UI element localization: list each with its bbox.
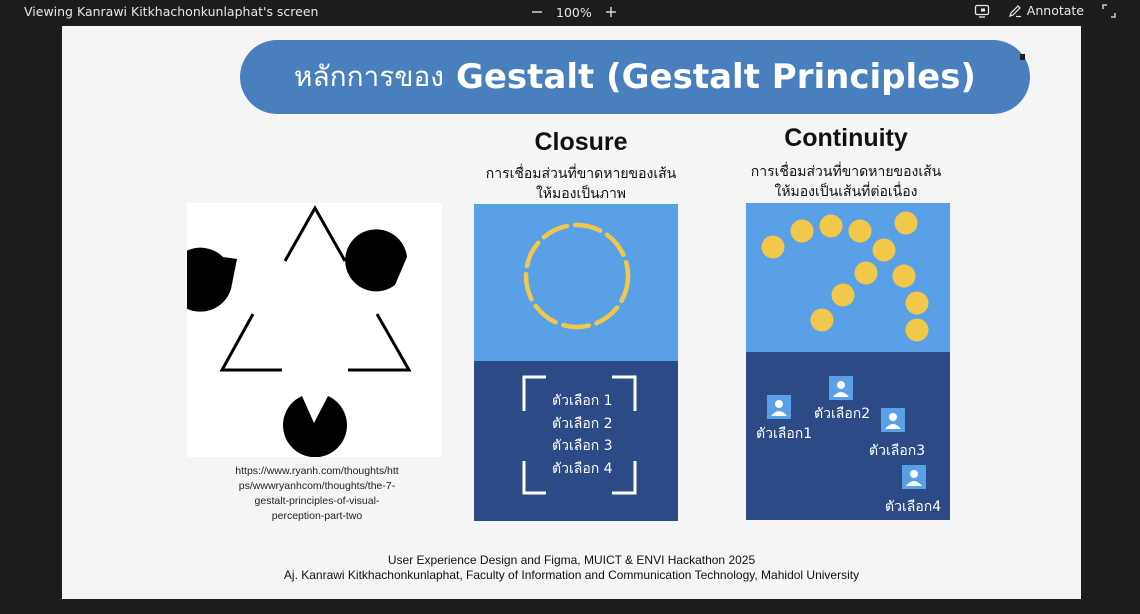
- annotate-label: Annotate: [1026, 3, 1084, 18]
- triangle-edge-right: [348, 314, 409, 370]
- pacman-left: [187, 248, 237, 312]
- closure-option: ตัวเลือก 3: [552, 438, 613, 454]
- zoom-level: 100%: [556, 4, 592, 20]
- continuity-panel: [746, 203, 950, 520]
- continuity-option-1: ตัวเลือก1: [756, 426, 813, 442]
- continuity-option-3: ตัวเลือก3: [869, 443, 926, 459]
- viewer-right-tools: [956, 3, 1116, 18]
- person-icon: [881, 408, 905, 432]
- slide-title-thai: หลักการของ: [294, 60, 444, 93]
- viewer-toolbar: [0, 0, 1140, 24]
- closure-panel: [474, 204, 678, 521]
- person-icon: [902, 465, 926, 489]
- triangle-edge-top: [285, 208, 345, 261]
- closure-panel-top: [474, 204, 678, 361]
- screen-icon: [974, 4, 990, 18]
- minus-icon: [531, 6, 543, 18]
- kanizsa-illusion-image: [187, 203, 442, 457]
- dot-curve-illustration: [746, 203, 950, 352]
- viewer-title: Viewing Kanrawi Kitkhachonkunlaphat's screen: [24, 4, 319, 19]
- subtitle-line: การเชื่อมส่วนที่ขาดหายของเส้น: [750, 164, 942, 180]
- person-icon: [767, 395, 791, 419]
- continuity-option-2: ตัวเลือก2: [814, 406, 871, 422]
- continuity-option-4: ตัวเลือก4: [885, 499, 942, 515]
- title-marker: [1020, 54, 1025, 60]
- triangle-edge-left: [222, 314, 282, 370]
- pacman-right: [345, 229, 407, 291]
- closure-title: Closure: [534, 128, 628, 156]
- continuity-subtitle: [732, 162, 960, 202]
- expand-icon: [1102, 4, 1116, 18]
- kanizsa-triangle-illustration: [187, 203, 442, 457]
- closure-subtitle: [464, 164, 698, 204]
- closure-option-list: [552, 390, 613, 480]
- subtitle-line: ให้มองเป็นเส้นที่ต่อเนื่อง: [774, 184, 918, 200]
- zoom-out-button[interactable]: [526, 2, 548, 22]
- slide-title-banner: [240, 40, 1030, 114]
- plus-icon: [605, 6, 617, 18]
- fullscreen-button[interactable]: [1102, 4, 1116, 18]
- continuity-panel-top: [746, 203, 950, 352]
- subtitle-line: การเชื่อมส่วนที่ขาดหายของเส้น: [485, 166, 677, 182]
- closure-option: ตัวเลือก 4: [552, 460, 613, 477]
- zoom-in-button[interactable]: [600, 2, 622, 22]
- caption-line: https://www.ryanh.com/thoughts/htt: [235, 465, 399, 477]
- zoom-controls: [526, 2, 622, 22]
- continuity-title: Continuity: [784, 124, 908, 152]
- footer-author-line: Aj. Kanrawi Kitkhachonkunlaphat, Faculty of Information and Communication Technology, Mahidol University: [283, 568, 860, 582]
- closure-option: ตัวเลือก 1: [552, 393, 613, 409]
- continuity-panel-bottom: [746, 352, 950, 520]
- annotate-button[interactable]: [1008, 3, 1084, 18]
- kanizsa-source-caption: [222, 464, 412, 524]
- pacman-bottom: [283, 396, 347, 457]
- slide-footer: [62, 553, 1081, 583]
- caption-line: ps/wwwryanhcom/thoughts/the-7-: [238, 480, 396, 492]
- shared-slide: [62, 26, 1081, 599]
- caption-line: perception-part-two: [271, 510, 363, 522]
- annotate-pen-icon: [1008, 4, 1022, 18]
- closure-option: ตัวเลือก 2: [552, 415, 613, 432]
- dashed-circle-illustration: [474, 204, 678, 361]
- footer-course-line: User Experience Design and Figma, MUICT & ENVI Hackathon 2025: [387, 553, 756, 567]
- slide-title-english: Gestalt (Gestalt Principles): [455, 57, 976, 97]
- person-icon: [829, 376, 853, 400]
- subtitle-line: ให้มองเป็นภาพ: [535, 186, 627, 202]
- screen-button[interactable]: [974, 4, 990, 18]
- caption-line: gestalt-principles-of-visual-: [254, 495, 380, 507]
- closure-panel-bottom: [474, 361, 678, 521]
